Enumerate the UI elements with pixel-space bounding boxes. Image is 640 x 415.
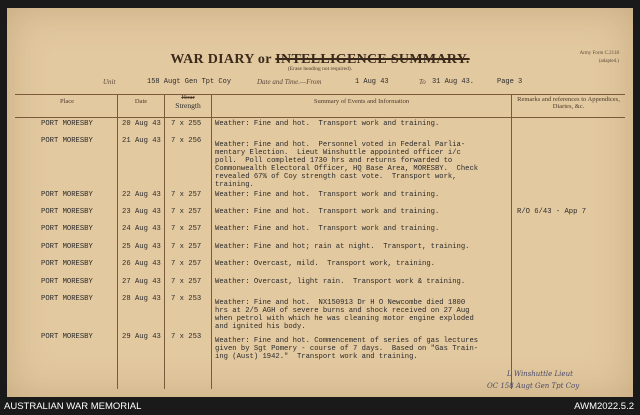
entry-date: 24 Aug 43	[122, 225, 161, 233]
date-time-label: Date and Time.—From	[257, 78, 322, 86]
entry-place: PORT MORESBY	[41, 295, 93, 303]
entry-place: PORT MORESBY	[41, 191, 93, 199]
entry-summary: Weather: Fine and hot. Personnel voted in Federal Parlia- mentary Election. Lieut Winshuttle appointed officer i/c poll. Poll completed 1730 hrs and returns forwarded to Commonwealth Electoral Officer, HQ Base Area, MORESBY. Check revealed 67% of Coy strength cast vote. Transport work, training.	[215, 141, 479, 190]
col-divider-place	[117, 94, 118, 389]
entry-summary: Weather: Fine and hot. Commencement of series of gas lectures given by Sgt Pomery - course of 7 days. Based on "Gas Train- ing (Aust) 1942." Transport work and training.	[215, 337, 479, 362]
entry-place: PORT MORESBY	[41, 225, 93, 233]
entry-place: PORT MORESBY	[41, 333, 93, 341]
col-divider-strength	[211, 94, 212, 389]
unit-label: Unit	[103, 78, 116, 86]
title-struck-text: INTELLIGENCE SUMMARY.	[275, 52, 470, 67]
footer-reference: AWM2022.5.2	[574, 401, 634, 412]
col-header-remarks: Remarks and references to Appendices, Diaries, &c.	[517, 96, 620, 110]
entry-strength: 7 x 257	[171, 225, 202, 233]
entry-date: 29 Aug 43	[122, 333, 161, 341]
col-header-date: Date	[134, 98, 148, 105]
entry-date: 21 Aug 43	[122, 137, 161, 145]
signature-name: L Winshuttle Lieut	[507, 370, 573, 378]
entry-date: 20 Aug 43	[122, 120, 161, 128]
entry-strength: 7 x 257	[171, 278, 202, 286]
entry-strength: 7 x 257	[171, 208, 202, 216]
entry-place: PORT MORESBY	[41, 208, 93, 216]
entry-summary: Weather: Fine and hot. Transport work and training.	[215, 208, 440, 216]
signature-unit: OC 158 Augt Gen Tpt Coy	[487, 382, 580, 390]
entry-strength: 7 x 253	[171, 295, 202, 303]
col-header-place: Place	[59, 98, 75, 105]
unit-value: 158 Augt Gen Tpt Coy	[147, 78, 232, 86]
entry-remarks: R/O 6/43 - App 7	[517, 208, 587, 216]
footer-archive-name: AUSTRALIAN WAR MEMORIAL	[4, 401, 142, 412]
entry-strength: 7 x 253	[171, 333, 202, 341]
date-from: 1 Aug 43	[355, 78, 389, 86]
col-header-strength-label: Strength	[175, 101, 201, 110]
col-divider-date	[164, 94, 165, 389]
col-header-hour-struck: Hour	[181, 94, 195, 101]
entry-summary: Weather: Overcast, light rain. Transport work & training.	[215, 278, 466, 286]
title-text: WAR DIARY or	[170, 52, 276, 67]
table-top-rule	[15, 94, 625, 95]
header-rule	[15, 117, 625, 118]
form-ref-note: (adapted.)	[598, 59, 619, 64]
col-header-summary: Summary of Events and Information	[313, 98, 410, 105]
form-ref-number: Army Form C.2118	[579, 51, 619, 56]
entry-date: 27 Aug 43	[122, 278, 161, 286]
entry-strength: 7 x 257	[171, 243, 202, 251]
col-header-strength	[165, 94, 211, 110]
entry-date: 23 Aug 43	[122, 208, 161, 216]
entry-summary: Weather: Fine and hot. Transport work and training.	[215, 225, 440, 233]
entry-summary: Weather: Fine and hot. Transport work and training.	[215, 120, 440, 128]
entry-date: 26 Aug 43	[122, 260, 161, 268]
entry-place: PORT MORESBY	[41, 137, 93, 145]
entry-summary: Weather: Overcast, mild. Transport work, training.	[215, 260, 435, 268]
entry-strength: 7 x 255	[171, 120, 202, 128]
entry-strength: 7 x 257	[171, 260, 202, 268]
entry-place: PORT MORESBY	[41, 278, 93, 286]
diary-sheet	[7, 8, 633, 397]
entry-date: 25 Aug 43	[122, 243, 161, 251]
entry-summary: Weather: Fine and hot. NX150913 Dr H O Newcombe died 1800 hrs at 2/5 AGH of severe burns and shock received on 27 Aug when petrol with which he was cleaning motor engine exploded and ignited his body.	[215, 299, 474, 332]
entry-place: PORT MORESBY	[41, 120, 93, 128]
entry-summary: Weather: Fine and hot; rain at night. Transport, training.	[215, 243, 470, 251]
to-label: To	[419, 78, 426, 86]
entry-strength: 7 x 257	[171, 191, 202, 199]
entry-strength: 7 x 256	[171, 137, 202, 145]
entry-date: 28 Aug 43	[122, 295, 161, 303]
form-reference	[580, 50, 619, 66]
date-to: 31 Aug 43.	[432, 78, 475, 86]
entry-summary: Weather: Fine and hot. Transport work and training.	[215, 191, 440, 199]
document-subtitle: (Erase heading not required).	[287, 66, 353, 72]
entry-date: 22 Aug 43	[122, 191, 161, 199]
entry-place: PORT MORESBY	[41, 260, 93, 268]
entry-place: PORT MORESBY	[41, 243, 93, 251]
page-number: Page 3	[497, 78, 523, 86]
col-divider-summary	[511, 94, 512, 389]
